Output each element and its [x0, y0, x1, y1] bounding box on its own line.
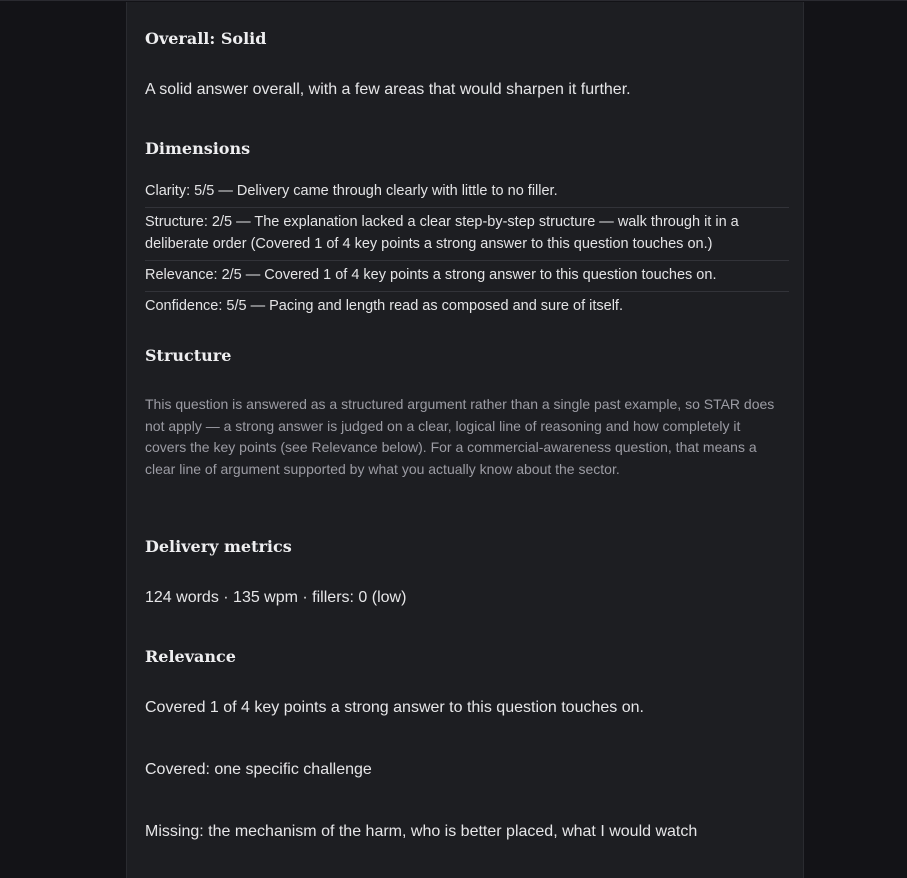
- dimension-structure: Structure: 2/5 — The explanation lacked a clear step-by-step structure — walk through it in a deliberate order (Covered 1 of 4 key points a strong answer to this question touches on.): [145, 208, 789, 261]
- dimensions-heading: Dimensions: [145, 139, 251, 158]
- relevance-missing: Missing: the mechanism of the harm, who is better placed, what I would watch: [145, 823, 698, 840]
- relevance-summary: Covered 1 of 4 key points a strong answer to this question touches on.: [145, 699, 644, 716]
- feedback-panel: [126, 2, 804, 878]
- overall-heading: Overall: Solid: [145, 29, 267, 48]
- dimension-relevance: Relevance: 2/5 — Covered 1 of 4 key points a strong answer to this question touches on.: [145, 261, 789, 292]
- relevance-covered: Covered: one specific challenge: [145, 761, 372, 778]
- overall-summary: A solid answer overall, with a few areas that would sharpen it further.: [145, 81, 631, 98]
- structure-heading: Structure: [145, 346, 232, 365]
- relevance-heading: Relevance: [145, 647, 236, 666]
- dimension-clarity: Clarity: 5/5 — Delivery came through clearly with little to no filler.: [145, 177, 789, 208]
- delivery-heading: Delivery metrics: [145, 537, 292, 556]
- structure-note: This question is answered as a structured argument rather than a single past example, so STAR does not apply — a strong answer is judged on a clear, logical line of reasoning and how completely it covers the key points (see Relevance below). For a commercial-awareness question, that means a clear line of argument supported by what you actually know about the sector.: [145, 396, 775, 477]
- top-divider: [0, 0, 907, 1]
- dimension-confidence: Confidence: 5/5 — Pacing and length read as composed and sure of itself.: [145, 298, 623, 314]
- dimensions-list: [145, 177, 789, 322]
- delivery-metrics: 124 words · 135 wpm · fillers: 0 (low): [145, 589, 407, 606]
